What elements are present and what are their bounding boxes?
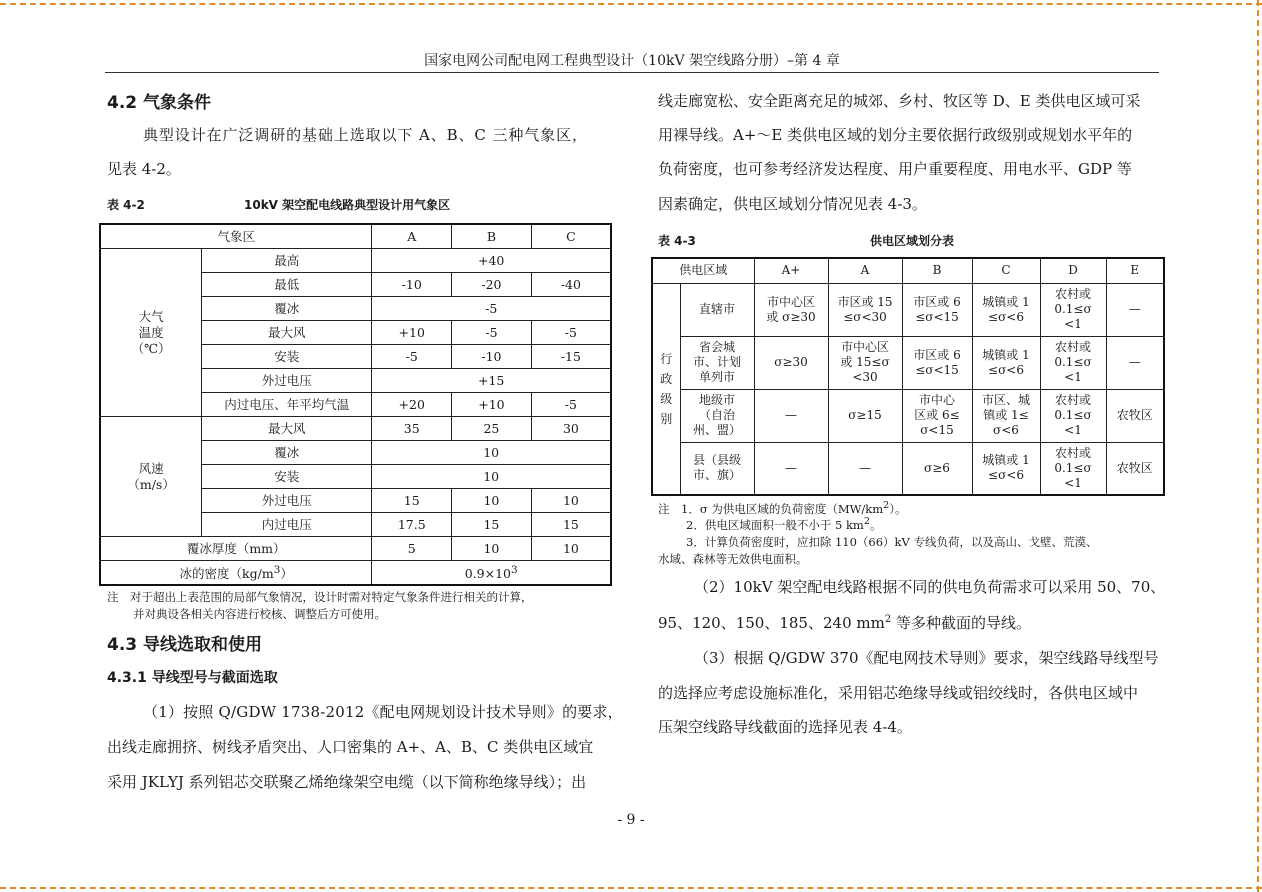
table-row [652, 336, 1164, 389]
table-cell: 15 [452, 513, 532, 537]
group-label-temperature [100, 249, 202, 417]
table-cell [1040, 389, 1106, 442]
row-label: 覆冰 [202, 297, 372, 321]
row-label [680, 336, 754, 389]
table-header-cell: A [372, 224, 452, 249]
text-run: 0.9×10 [464, 566, 512, 582]
row-label: 最低 [202, 273, 372, 297]
text-run: 注 1．σ 为供电区域的负荷密度（MW/km [658, 501, 884, 516]
text-run: 等多种截面的导线。 [891, 614, 1031, 632]
table-header-cell: D [1040, 258, 1106, 283]
table-cell: -10 [452, 345, 532, 369]
group-label-line: 大气 [138, 308, 164, 324]
cell-line: 地级市 [698, 393, 735, 407]
table-header-cell: 供电区域 [652, 258, 754, 283]
table-cell: 15 [372, 489, 452, 513]
table-cell: 25 [452, 417, 532, 441]
paragraph-line: 采用 JKLYJ 系列铝芯交联聚乙烯绝缘架空电缆（以下简称绝缘导线）；出 [107, 773, 587, 791]
page-number: - 9 - [617, 812, 645, 828]
table-row [100, 561, 611, 586]
table-cell [828, 336, 902, 389]
row-label: 最大风 [202, 321, 372, 345]
table-row [652, 442, 1164, 495]
cell-line: 城镇或 1 [982, 453, 1030, 468]
table-cell: 10 [531, 489, 611, 513]
table-header-cell: C [972, 258, 1040, 283]
table-row [100, 537, 611, 561]
table-cell: σ≥6 [902, 442, 972, 495]
cell-line: （自治 [698, 408, 735, 422]
paragraph-line: 因素确定，供电区域划分情况见表 4-3。 [658, 195, 927, 213]
table-cell: +20 [372, 393, 452, 417]
page-header: 国家电网公司配电网工程典型设计（10kV 架空线路分册）–第 4 章 [424, 53, 840, 69]
group-label-line: 温度 [138, 324, 164, 340]
cell-line: σ<15 [920, 423, 954, 437]
table-cell: 10 [452, 537, 532, 561]
superscript: 2 [863, 516, 870, 527]
table-cell [754, 283, 828, 336]
admin-level-label: 行 政 级 别 [652, 283, 680, 495]
cell-line: 单列市 [698, 370, 735, 384]
cell-line: σ<6 [993, 423, 1019, 437]
cell-line: <1 [1064, 317, 1082, 331]
table-cell: — [1106, 283, 1164, 336]
table-4-2-title: 10kV 架空配电线路典型设计用气象区 [244, 198, 451, 212]
cell-line: <1 [1064, 423, 1082, 437]
superscript: 2 [883, 500, 890, 511]
row-label [680, 442, 754, 495]
cell-line: 市区或 6 [913, 294, 961, 309]
row-label: 外过电压 [202, 369, 372, 393]
cell-line: <1 [1064, 475, 1082, 490]
table-cell [902, 336, 972, 389]
table-cell: +40 [372, 249, 611, 273]
cell-line: 0.1≤σ [1054, 355, 1092, 369]
cell-line: 0.1≤σ [1054, 302, 1092, 316]
paragraph-line: 线走廊宽松、安全距离充足的城郊、乡村、牧区等 D、E 类供电区域可采 [658, 92, 1141, 110]
cell-line: 城镇或 1 [982, 347, 1030, 362]
table-cell: 10 [531, 537, 611, 561]
cell-line: 县（县级 [692, 453, 741, 468]
cell-line: 或 σ≥30 [766, 309, 816, 324]
paragraph-line: 典型设计在广泛调研的基础上选取以下 A、B、C 三种气象区， [143, 126, 588, 144]
table-row [100, 417, 611, 441]
row-label: 安装 [202, 345, 372, 369]
cell-line: 州、盟） [692, 423, 741, 437]
row-label: 覆冰厚度（mm） [100, 537, 372, 561]
table-cell: σ≥30 [754, 336, 828, 389]
cell-line: 省会城 [698, 340, 735, 354]
table-note: 并对典设各相关内容进行校核、调整后方可使用。 [133, 607, 386, 621]
cell-line: 农村或 [1054, 287, 1091, 301]
cell-line: ≤σ<6 [988, 362, 1024, 377]
cell-line: 市区或 15 [837, 294, 893, 309]
table-cell: 30 [531, 417, 611, 441]
cell-line: 市区或 6 [913, 347, 961, 362]
cell-line: ≤σ<15 [915, 309, 959, 324]
table-row [652, 258, 1164, 283]
cell-line: ≤σ<6 [988, 309, 1024, 324]
table-note [686, 516, 881, 533]
group-label-line: 风速 [138, 460, 164, 476]
cell-line: ≤σ<6 [988, 468, 1024, 483]
table-cell: -20 [452, 273, 532, 297]
paragraph-line: 的选择应考虑设施标准化，采用铝芯绝缘导线或铝绞线时，各供电区域中 [658, 684, 1139, 702]
row-label: 最大风 [202, 417, 372, 441]
table-row [100, 249, 611, 273]
page-border-bottom [0, 887, 1262, 889]
table-row [652, 389, 1164, 442]
cell-line: 农村或 [1054, 340, 1091, 354]
cell-line: 市中心区 [766, 294, 815, 309]
table-cell: 农牧区 [1106, 389, 1164, 442]
table-cell: 35 [372, 417, 452, 441]
table-cell: -40 [531, 273, 611, 297]
cell-line: 城镇或 1 [982, 294, 1030, 309]
cell-line: 区或 6≤ [914, 408, 960, 422]
paragraph-line [658, 612, 1031, 633]
section-4-2-title: 4.2 气象条件 [107, 93, 212, 113]
cell-line: 农村或 [1054, 393, 1091, 407]
text-run: 冰的密度（kg/m [179, 566, 274, 582]
table-cell: — [1106, 336, 1164, 389]
text-run: 95、120、150、185、240 mm [658, 614, 885, 632]
table-cell: -5 [372, 297, 611, 321]
paragraph-line: （1）按照 Q/GDW 1738-2012《配电网规划设计技术导则》的要求， [143, 703, 623, 721]
table-cell: 10 [372, 441, 611, 465]
row-label [680, 389, 754, 442]
table-cell: +15 [372, 369, 611, 393]
row-label: 最高 [202, 249, 372, 273]
paragraph-line: 用裸导线。A+～E 类供电区域的划分主要依据行政级别或规划水平年的 [658, 126, 1133, 144]
page-border-right [1257, 0, 1259, 892]
table-cell: 10 [372, 465, 611, 489]
table-cell: -10 [372, 273, 452, 297]
table-header-cell: A [828, 258, 902, 283]
table-cell [1040, 442, 1106, 495]
paragraph-line: 压架空线路导线截面的选择见表 4-4。 [658, 718, 912, 736]
table-cell: -5 [452, 321, 532, 345]
table-cell: 10 [452, 489, 532, 513]
cell-line: 或 15≤σ [840, 355, 890, 369]
row-label: 覆冰 [202, 441, 372, 465]
table-cell: -5 [531, 393, 611, 417]
table-header-cell: B [452, 224, 532, 249]
cell-line: 市中心区 [840, 340, 889, 354]
cell-line: 市中心 [918, 393, 955, 407]
table-cell [972, 336, 1040, 389]
table-note: 3．计算负荷密度时，应扣除 110（66）kV 专线负荷，以及高山、戈壁、荒漠、 [686, 535, 1098, 549]
table-cell: 5 [372, 537, 452, 561]
weather-zone-table [99, 223, 612, 586]
table-cell: σ≥15 [828, 389, 902, 442]
row-label [100, 561, 372, 586]
cell-line: <30 [852, 370, 878, 384]
table-note: 注 对于超出上表范围的局部气象情况，设计时需对特定气象条件进行相关的计算， [107, 590, 533, 604]
paragraph-line: 负荷密度，也可参考经济发达程度、用户重要程度、用电水平、GDP 等 [658, 160, 1132, 178]
table-cell [902, 283, 972, 336]
cell-line: 0.1≤σ [1054, 460, 1092, 475]
cell-line: 农村或 [1054, 445, 1091, 460]
group-label-line: （m/s） [127, 476, 175, 492]
supply-area-table [651, 257, 1165, 496]
table-cell [972, 442, 1040, 495]
table-cell [1040, 283, 1106, 336]
cell-line: ≤σ<30 [843, 309, 887, 324]
cell-line: 市区、城 [981, 393, 1030, 407]
page-border-top [0, 3, 1262, 5]
table-cell: +10 [372, 321, 452, 345]
table-cell: 农牧区 [1106, 442, 1164, 495]
group-label-wind [100, 417, 202, 537]
table-row [100, 224, 611, 249]
table-cell [1040, 336, 1106, 389]
text-run: ）。 [889, 501, 907, 516]
paragraph-line: （3）根据 Q/GDW 370《配电网技术导则》要求，架空线路导线型号 [694, 649, 1159, 667]
superscript: 3 [511, 564, 518, 577]
row-label: 外过电压 [202, 489, 372, 513]
section-4-3-1-title: 4.3.1 导线型号与截面选取 [107, 670, 278, 686]
cell-line: <1 [1064, 370, 1082, 384]
cell-line: 镇或 1≤ [983, 408, 1029, 422]
table-cell: -5 [372, 345, 452, 369]
header-rule [105, 72, 1159, 73]
row-label: 内过电压、年平均气温 [202, 393, 372, 417]
table-cell: — [828, 442, 902, 495]
paragraph-line: 出线走廊拥挤、树线矛盾突出、人口密集的 A+、A、B、C 类供电区域宜 [107, 738, 594, 756]
table-4-2-label: 表 4-2 [107, 198, 145, 212]
text-run: ） [280, 566, 293, 582]
table-header-cell: 气象区 [100, 224, 372, 249]
cell-line: 市、计划 [692, 355, 741, 369]
table-cell: 17.5 [372, 513, 452, 537]
text-run: 2．供电区域面积一般不小于 5 km [686, 517, 864, 532]
superscript: 2 [884, 614, 892, 625]
table-row [652, 283, 1164, 336]
group-label-line: （℃） [131, 340, 171, 356]
text-run: 。 [869, 517, 882, 532]
table-header-cell: A+ [754, 258, 828, 283]
row-label: 直辖市 [680, 283, 754, 336]
table-cell [828, 283, 902, 336]
table-cell: 15 [531, 513, 611, 537]
table-header-cell: E [1106, 258, 1164, 283]
row-label: 安装 [202, 465, 372, 489]
table-cell [902, 389, 972, 442]
cell-line: 0.1≤σ [1054, 408, 1092, 422]
table-4-3-label: 表 4-3 [658, 234, 696, 248]
table-cell: — [754, 442, 828, 495]
table-cell: -5 [531, 321, 611, 345]
paragraph-line: 见表 4-2。 [107, 160, 181, 178]
table-header-cell: C [531, 224, 611, 249]
section-4-3-title: 4.3 导线选取和使用 [107, 635, 263, 655]
table-note [658, 500, 907, 517]
table-header-cell: B [902, 258, 972, 283]
cell-line: 市、旗） [692, 468, 741, 483]
table-cell: -15 [531, 345, 611, 369]
table-cell [972, 283, 1040, 336]
paragraph-line: （2）10kV 架空配电线路根据不同的供电负荷需求可以采用 50、70、 [694, 578, 1166, 596]
cell-line: ≤σ<15 [915, 362, 959, 377]
superscript: 3 [273, 564, 281, 577]
table-cell [972, 389, 1040, 442]
table-4-3-title: 供电区域划分表 [870, 234, 955, 248]
row-label: 内过电压 [202, 513, 372, 537]
table-cell: +10 [452, 393, 532, 417]
table-cell: — [754, 389, 828, 442]
table-cell [372, 561, 611, 586]
table-note: 水域、森林等无效供电面积。 [658, 552, 808, 566]
